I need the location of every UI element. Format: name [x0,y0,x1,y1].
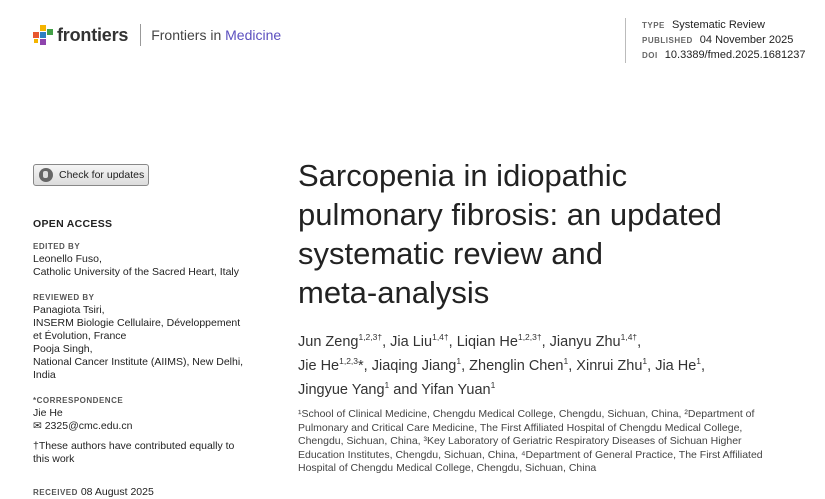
author[interactable] [298,358,372,374]
author-name: Jia Liu [390,334,433,350]
check-for-updates-label: Check for updates [59,169,145,181]
meta-type-value: Systematic Review [671,19,765,31]
author-affiliation-marks: 1 [456,356,462,367]
author[interactable] [298,334,390,350]
edited-by-label: EDITED BY [33,242,81,251]
meta-doi-value[interactable]: 10.3389/fmed.2025.1681237 [664,49,806,61]
journal-name[interactable] [151,27,281,43]
author-name: Jie He [298,358,340,374]
title-line: meta-analysis [298,275,490,310]
reviewer1-affiliation-line2: et Évolution, France [33,330,127,342]
author-affiliation-marks: 1 [384,380,390,391]
author-separator: *, [358,358,372,374]
author[interactable] [372,358,469,374]
journal-prefix: Frontiers in [151,27,226,43]
author-separator: , [541,334,550,350]
author[interactable] [390,334,457,350]
author-list [298,330,803,402]
refresh-icon [39,168,53,182]
meta-published-value: 04 November 2025 [699,34,794,46]
correspondence-email[interactable]: 2325@cmc.edu.cn [44,420,133,432]
editor-name: Leonello Fuso, [33,253,102,265]
author-separator: , [637,334,642,350]
author-affiliation-marks: 1 [490,380,496,391]
reviewed-by-label: REVIEWED BY [33,293,95,302]
author-separator: , [568,358,577,374]
author[interactable] [421,382,495,398]
author-name: Jingyue Yang [298,382,385,398]
author-separator: , [382,334,391,350]
author-affiliation-marks: 1,4† [620,332,638,343]
reviewer1-affiliation-line1: INSERM Biologie Cellulaire, Développement [33,317,241,329]
author-name: Jianyu Zhu [549,334,621,350]
author-separator: , [647,358,656,374]
reviewer1-name: Panagiota Tsiri, [33,304,105,316]
publisher-logo[interactable] [33,24,281,46]
meta-published-row [642,33,805,48]
author[interactable] [298,382,421,398]
author-affiliation-marks: 1,2,3 [339,356,359,367]
author[interactable] [576,358,655,374]
author-affiliation-marks: 1 [696,356,702,367]
check-for-updates-button[interactable] [33,164,149,186]
author-affiliation-marks: 1,2,3† [517,332,542,343]
author[interactable] [457,334,550,350]
author-separator: , [448,334,457,350]
affiliation-line: Hospital of Chengdu Medical College, Chengdu, Sichuan, China [298,462,597,474]
logo-divider [140,24,141,46]
affiliations [298,408,803,476]
open-access-label: OPEN ACCESS [33,218,113,230]
affiliation-line: Pulmonary and Critical Care Medicine, The First Affiliated Hospital of Chengdu Medical College, [298,421,743,434]
meta-type-row [642,18,805,33]
reviewer2-affiliation-line2: India [33,369,56,381]
author-affiliation-marks: 1,2,3† [358,332,383,343]
correspondence-label: *CORRESPONDENCE [33,396,124,405]
author[interactable] [550,334,642,350]
equal-note-line2: this work [33,453,75,465]
frontiers-logo-icon [33,25,53,45]
logo-text: frontiers [57,24,129,45]
author-affiliation-marks: 1 [563,356,569,367]
article-meta [625,18,805,63]
correspondence-name: Jie He [33,407,63,419]
equal-note-line1: †These authors have contributed equally to [33,440,235,452]
correspondence-email-row[interactable] [33,420,263,433]
meta-doi-row [642,48,805,63]
title-line: Sarcopenia in idiopathic [298,158,628,193]
author-name: Xinrui Zhu [576,358,643,374]
received-label: RECEIVED [33,488,78,497]
author-separator: and [389,382,422,398]
reviewer2-name: Pooja Singh, [33,343,93,355]
editor-affiliation: Catholic University of the Sacred Heart, Italy [33,266,240,278]
sidebar-received [33,486,263,499]
title-line: systematic review and [298,236,603,271]
author-affiliation-marks: 1,4† [432,332,449,343]
affiliation-line: Education Institutes, Chengdu, Sichuan, China, ⁴Department of General Practice, The First Affiliated [298,448,763,461]
received-value: 08 August 2025 [80,486,154,498]
author-separator: , [461,358,470,374]
article-title [298,156,798,312]
author-name: Jia He [655,358,697,374]
meta-published-label: PUBLISHED [642,36,693,45]
affiliation-line: ¹School of Clinical Medicine, Chengdu Medical College, Chengdu, Sichuan, China, ²Department of [298,408,755,420]
author-name: Liqian He [456,334,518,350]
author-affiliation-marks: 1 [642,356,648,367]
sidebar-equal-contribution [33,440,263,466]
author-name: Jun Zeng [298,334,359,350]
envelope-icon: ✉ [33,420,45,432]
author-separator: , [701,358,706,374]
sidebar-reviewed-by [33,291,263,382]
title-line: pulmonary fibrosis: an updated [298,197,722,232]
sidebar-correspondence [33,394,263,433]
author[interactable] [655,358,705,374]
author-name: Yifan Yuan [421,382,491,398]
affiliation-line: Chengdu, Sichuan, China, ³Key Laboratory of Geriatric Respiratory Diseases of Sichuan Higher [298,435,742,447]
reviewer2-affiliation-line1: National Cancer Institute (AIIMS), New Delhi, [33,356,244,368]
sidebar-edited-by [33,240,263,279]
author-name: Zhenglin Chen [469,358,564,374]
journal-subject: Medicine [225,27,282,43]
author[interactable] [469,358,576,374]
author-name: Jiaqing Jiang [371,358,457,374]
meta-doi-label: DOI [642,51,658,60]
meta-type-label: TYPE [642,21,665,30]
